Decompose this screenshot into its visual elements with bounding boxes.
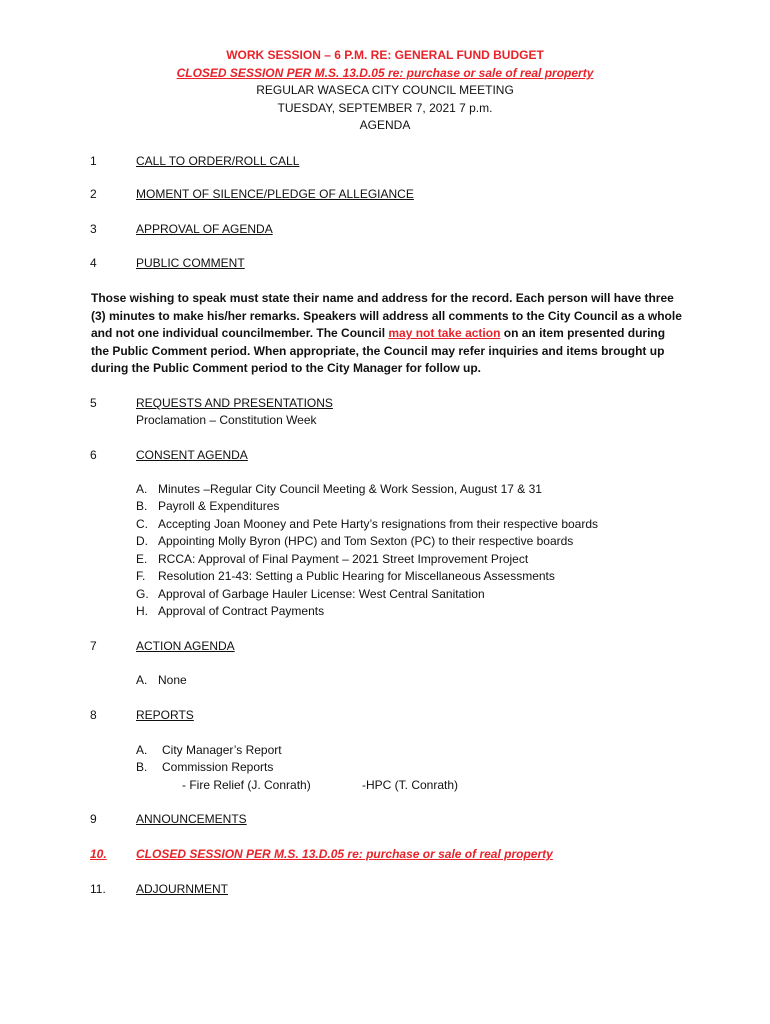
consent-item-c: C. Accepting Joan Mooney and Pete Harty’s resignations from their respective boards xyxy=(136,517,599,531)
item-1-title: CALL TO ORDER/ROLL CALL xyxy=(136,154,300,168)
hpc-report: -HPC (T. Conrath) xyxy=(362,778,459,792)
item-7-title: ACTION AGENDA xyxy=(136,639,235,653)
item-8-title: REPORTS xyxy=(136,708,194,722)
reports-item-a: A. City Manager’s Report xyxy=(136,743,282,757)
action-item-a: A. None xyxy=(136,673,187,687)
item-8-number: 8 xyxy=(90,708,97,722)
item-6-title: CONSENT AGENDA xyxy=(136,448,248,462)
item-7-number: 7 xyxy=(90,639,97,653)
item-2-title: MOMENT OF SILENCE/PLEDGE OF ALLEGIANCE xyxy=(136,187,414,201)
item-1-number: 1 xyxy=(90,154,97,168)
item-5-number: 5 xyxy=(90,396,97,410)
public-comment-paragraph xyxy=(91,290,686,378)
consent-item-b: B. Payroll & Expenditures xyxy=(136,499,280,513)
consent-item-d: D. Appointing Molly Byron (HPC) and Tom Sexton (PC) to their respective boards xyxy=(136,534,574,548)
meeting-date: TUESDAY, SEPTEMBER 7, 2021 7 p.m. xyxy=(277,101,493,115)
item-4-title: PUBLIC COMMENT xyxy=(136,256,245,270)
agenda-title: AGENDA xyxy=(359,118,411,132)
fire-relief-report: - Fire Relief (J. Conrath) xyxy=(182,778,311,792)
item-2-number: 2 xyxy=(90,187,97,201)
item-11-number: 11. xyxy=(90,882,106,896)
meeting-title: REGULAR WASECA CITY COUNCIL MEETING xyxy=(256,83,514,97)
item-10-number: 10. xyxy=(90,847,107,861)
item-3-number: 3 xyxy=(90,222,97,236)
reports-item-b: B. Commission Reports xyxy=(136,760,274,774)
consent-item-f: F. Resolution 21-43: Setting a Public Hearing for Miscellaneous Assessments xyxy=(136,569,555,583)
item-4-number: 4 xyxy=(90,256,97,270)
consent-item-a: A. Minutes –Regular City Council Meeting & Work Session, August 17 & 31 xyxy=(136,482,542,496)
consent-item-h: H. Approval of Contract Payments xyxy=(136,604,325,618)
work-session-heading: WORK SESSION – 6 P.M. RE: GENERAL FUND BUDGET xyxy=(226,48,544,62)
public-comment-text-1: Those wishing to speak must state their name and address for the record. Each person will have three (3) minutes to make his/her remarks. Speakers will address all comments to the City Council as a whole and not one individual councilmember. The Council xyxy=(91,291,682,340)
closed-session-heading: CLOSED SESSION PER M.S. 13.D.05 re: purchase or sale of real property xyxy=(176,66,594,80)
item-5-detail: Proclamation – Constitution Week xyxy=(136,413,317,427)
item-9-title: ANNOUNCEMENTS xyxy=(136,812,247,826)
item-3-title: APPROVAL OF AGENDA xyxy=(136,222,273,236)
item-10-title: CLOSED SESSION PER M.S. 13.D.05 re: purchase or sale of real property xyxy=(136,847,553,861)
consent-item-e: E. RCCA: Approval of Final Payment – 2021 Street Improvement Project xyxy=(136,552,529,566)
item-6-number: 6 xyxy=(90,448,97,462)
public-comment-text-2: on an item presented during the Public Comment period. When appropriate, the Council may refer inquiries and items brought up during the Public Comment period to the City Manager for follow up. xyxy=(91,326,666,375)
item-5-title: REQUESTS AND PRESENTATIONS xyxy=(136,396,333,410)
consent-item-g: G. Approval of Garbage Hauler License: West Central Sanitation xyxy=(136,587,485,601)
item-9-number: 9 xyxy=(90,812,97,826)
item-11-title: ADJOURNMENT xyxy=(136,882,228,896)
no-action-highlight: may not take action xyxy=(388,326,501,340)
